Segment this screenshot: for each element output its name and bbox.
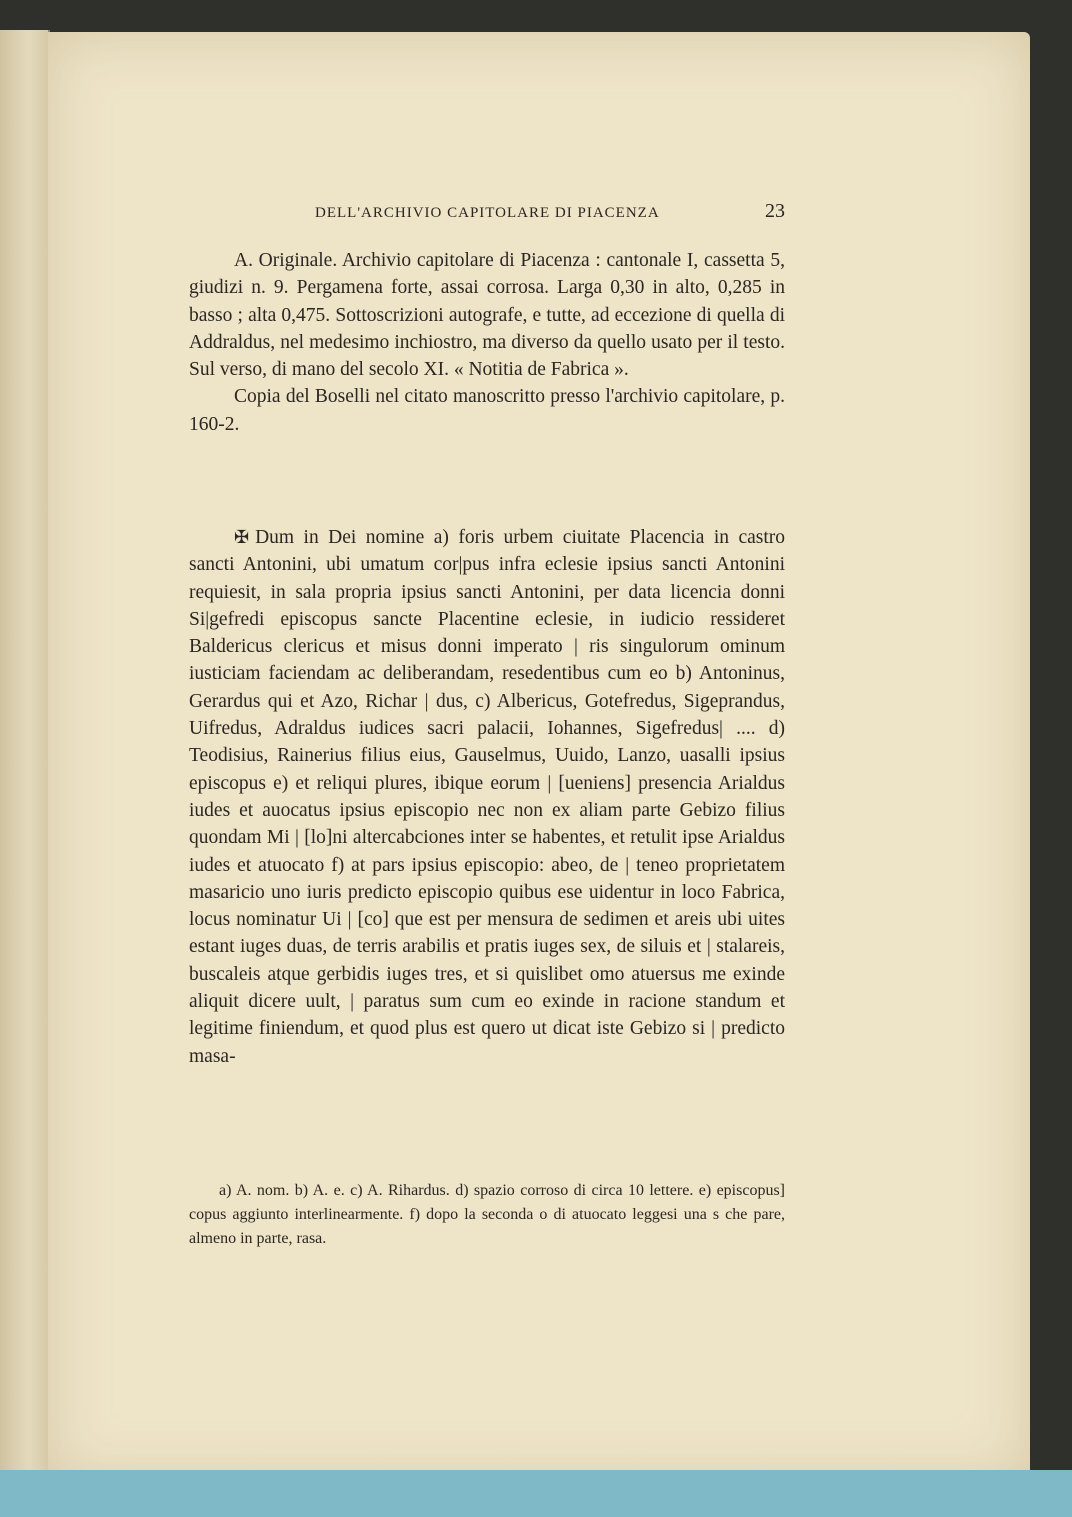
footnotes: a) A. nom. b) A. e. c) A. Rihardus. d) spazio corroso di circa 10 lettere. e) episcopus] copus aggiunto interlinearmente. f) dopo la seconda o di atuocato leggesi una s che pare, almeno in parte, rasa. <box>189 1182 785 1247</box>
copy-note-paragraph: Copia del Boselli nel citato manoscritto presso l'archivio capitolare, p. 160-2. <box>189 386 785 435</box>
charter-paragraph <box>189 524 785 1070</box>
scan-background-strip <box>0 1470 1072 1517</box>
cross-icon: ✠ <box>234 527 250 547</box>
left-page-edge <box>0 30 50 1480</box>
charter-text-block <box>189 524 785 1070</box>
page-header <box>315 200 785 223</box>
document-description <box>189 247 785 438</box>
page-number: 23 <box>765 200 785 222</box>
running-title: DELL'ARCHIVIO CAPITOLARE DI PIACENZA <box>315 205 660 221</box>
description-paragraph: A. Originale. Archivio capitolare di Piacenza : cantonale I, cassetta 5, giudizi n. 9. Pergamena forte, assai corrosa. Larga 0,30 in alto, 0,285 in basso ; alta 0,475. Sottoscrizioni autografe, e tutte, ad eccezione di quella di Addraldus, nel medesimo inchiostro, ma diverso da quello usato per il testo. Sul verso, di mano del secolo XI. « Notitia de Fabrica ». <box>189 250 785 381</box>
charter-text: Dum in Dei nomine a) foris urbem ciuitate Placencia in castro sancti Antonini, ubi umatum cor|pus infra eclesie ipsius sancti Antonini requiesit, in sala propria ipsius sancti Antonini, per data licencia donni Si|gefredi episcopus sancte Placentine eclesie, in iudicio ressideret Baldericus clericus et misus donni imperato | ris singulorum ominum iusticiam faciendam ac deliberandam, resedentibus cum eo b) Antoninus, Gerardus qui et Azo, Richar | dus, c) Albericus, Gotefredus, Sigeprandus, Uifredus, Adraldus iudices sacri palacii, Iohannes, Sigefredus| .... d) Teodisius, Rainerius filius eius, Gauselmus, Uuido, Lanzo, uasalli ipsius episcopus e) et reliqui plures, ibique eorum | [ueniens] presencia Arialdus iudes et auocatus ipsius episcopio nec non ex aliam parte Gebizo filius quondam Mi | [lo]ni altercabciones inter se habentes, et retulit ipse Arialdus iudes et atuocato f) at pars ipsius episcopio: abeo, de | teneo proprietatem masaricio uno iuris predicto episcopio quibus ese uidentur in loco Fabrica, locus nominatur Ui | [co] que est per mensura de sedimen et areis ubi uites estant iuges duas, de terris arabilis et pratis iuges sex, de siluis et | stalareis, buscaleis atque gerbidis iuges tres, et si quislibet omo atuersus me exinde aliquit dicere uult, | paratus sum cum eo exinde in racione standum et legitime finiendum, et quod plus est quero ut dicat iste Gebizo si | predicto masa- <box>189 527 785 1067</box>
